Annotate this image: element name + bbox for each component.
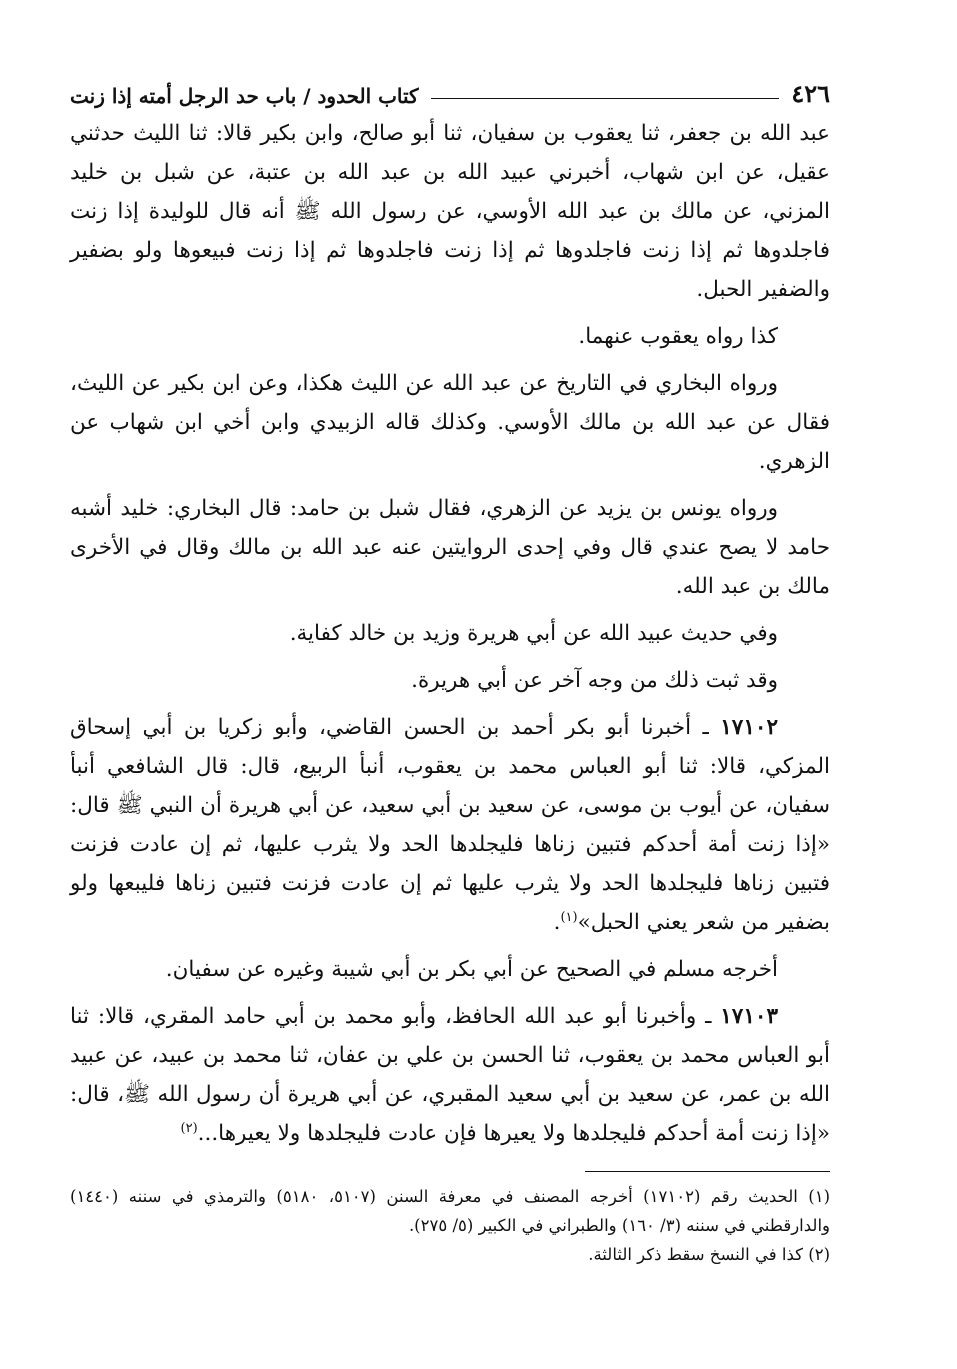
- footnote-marker: (٢): [180, 1120, 198, 1136]
- page-number: ٤٢٦: [791, 79, 830, 108]
- footnote: (١) الحديث رقم (١٧١٠٢) أخرجه المصنف في معرفة السنن (٥١٠٧، ٥١٨٠) والترمذي في سننه (١٤٤٠) والدارقطني في سننه (٣/ ١٦٠) والطبراني في الكبير (٥/ ٢٧٥).: [70, 1187, 830, 1235]
- footnote-separator: [585, 1171, 830, 1172]
- paragraph: عبد الله بن جعفر، ثنا يعقوب بن سفيان، ثنا أبو صالح، وابن بكير قالا: ثنا الليث حدثني عقيل، عن ابن شهاب، أخبرني عبيد الله بن عبد الله بن عتبة، عن شبل بن خليد المزني، عن مالك بن عبد الله الأوسي، عن رسول الله ﷺ أنه قال للوليدة إذا زنت فاجلدوها ثم إذا زنت فاجلدوها ثم إذا زنت فاجلدوها ثم إذا زنت فبيعوها ولو بضفير والضفير الحبل.: [70, 121, 830, 302]
- chapter-title: كتاب الحدود / باب حد الرجل أمته إذا زنت: [70, 84, 419, 108]
- paragraph: وفي حديث عبيد الله عن أبي هريرة وزيد بن خالد كفاية.: [289, 621, 778, 646]
- footnotes: [70, 1182, 830, 1269]
- hadith-17103: ١٧١٠٣ ـ وأخبرنا أبو عبد الله الحافظ، وأبو محمد بن أبي حامد المقري، قالا: ثنا أبو العباس محمد بن يعقوب، ثنا الحسن بن علي بن عفان، ثنا محمد بن عبيد، عن عبيد الله بن عمر، عن سعيد بن أبي سعيد المقبري، عن أبي هريرة أن رسول الله ﷺ، قال: «إذا زنت أمة أحدكم فليجلدها ولا يعيرها فإن عادت فليجلدها ولا يعيرها...$^{(٢)}$: [70, 1004, 830, 1146]
- body-text: [70, 114, 830, 1153]
- paragraph: أخرجه مسلم في الصحيح عن أبي بكر بن أبي شيبة وغيره عن سفيان.: [165, 957, 778, 982]
- paragraph: وقد ثبت ذلك من وجه آخر عن أبي هريرة.: [411, 668, 778, 693]
- hadith-number: ١٧١٠٢: [720, 715, 778, 740]
- footnote: (٢) كذا في النسخ سقط ذكر الثالثة.: [588, 1245, 830, 1264]
- paragraph: ورواه يونس بن يزيد عن الزهري، فقال شبل بن حامد: قال البخاري: خليد أشبه حامد لا يصح عندي قال وفي إحدى الروايتين عنه عبد الله بن مالك وقال في الأخرى مالك بن عبد الله.: [70, 496, 830, 599]
- hadith-17102: ١٧١٠٢ ـ أخبرنا أبو بكر أحمد بن الحسن القاضي، وأبو زكريا بن أبي إسحاق المزكي، قالا: ثنا أبو العباس محمد بن يعقوب، أنبأ الربيع، قال: قال الشافعي أنبأ سفيان، عن أيوب بن موسى، عن سعيد بن أبي سعيد، عن أبي هريرة أن النبي ﷺ قال: «إذا زنت أمة أحدكم فتبين زناها فليجلدها الحد ولا يثرب عليها، ثم إن عادت فزنت فتبين زناها فليجلدها الحد ولا يثرب عليها ثم إن عادت فزنت فتبين زناها فليبعها ولو بضفير من شعر يعني الحبل»$^{(١)}$.: [70, 715, 830, 935]
- paragraph: كذا رواه يعقوب عنهما.: [578, 324, 778, 349]
- paragraph: ورواه البخاري في التاريخ عن عبد الله عن الليث هكذا، وعن ابن بكير عن الليث، فقال عن عبد الله بن مالك الأوسي. وكذلك قاله الزبيدي وابن أخي ابن شهاب عن الزهري.: [70, 371, 830, 474]
- book-page: [70, 60, 830, 1320]
- footnote-marker: (١): [560, 909, 578, 925]
- hadith-number: ١٧١٠٣: [720, 1004, 778, 1029]
- running-header: [70, 60, 830, 108]
- header-rule: [431, 98, 780, 99]
